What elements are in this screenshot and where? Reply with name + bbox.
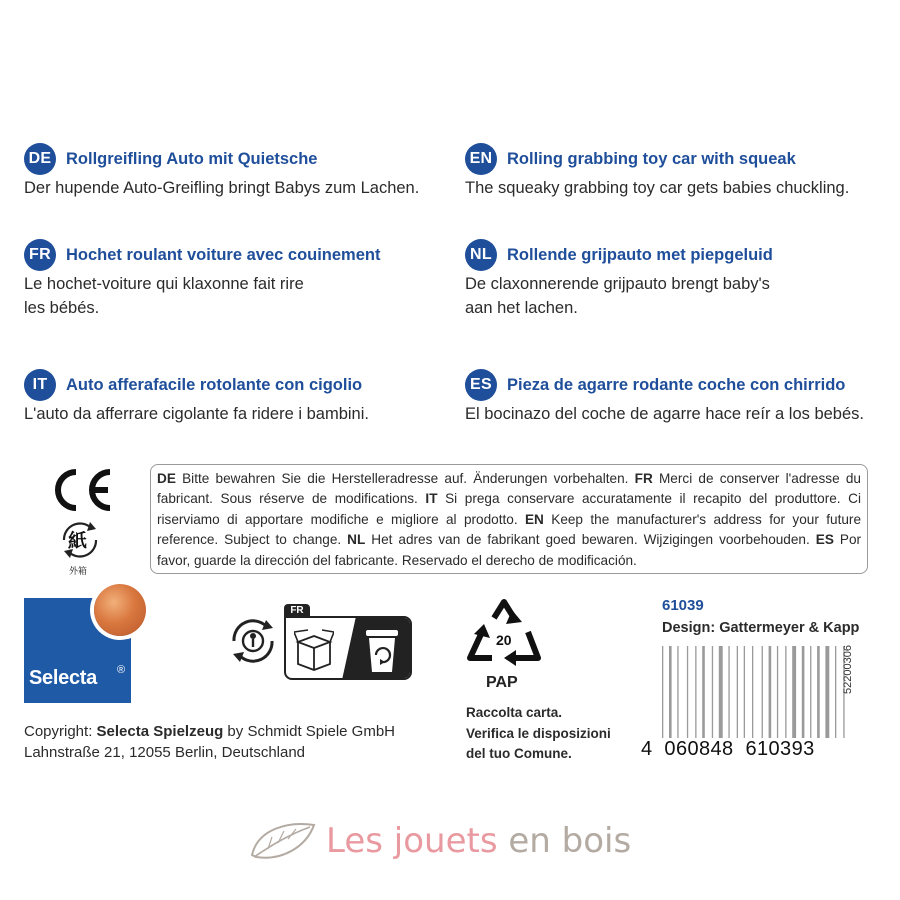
box-icon <box>294 628 334 674</box>
lang-badge-de: DE <box>24 143 56 175</box>
info-tri-country-tab: FR <box>284 604 310 618</box>
lang-description-es: El bocinazo del coche de agarre hace reír a los bebés. <box>465 405 864 423</box>
lang-block-es <box>465 370 900 426</box>
barcode-bar <box>785 646 786 738</box>
paper-disposal-note <box>466 703 611 765</box>
lang-description-de: Der hupende Auto-Greifling bringt Babys zum Lachen. <box>24 179 420 197</box>
notice-text: Keep the manufacturer's address for your future reference. Subject to change. <box>157 511 862 548</box>
lang-badge-es: ES <box>465 369 497 401</box>
watermark-part2: en bois <box>497 821 632 861</box>
side-code: 52200306 <box>842 645 854 694</box>
notice-code: NL <box>347 532 366 548</box>
watermark-part1: Les jouets <box>326 821 498 861</box>
pap-label: PAP <box>486 674 518 691</box>
notice-code: FR <box>634 471 653 486</box>
notice-text: Por favor, guarde la dirección del fabricante. Reservado el derecho de modificación. <box>157 532 862 568</box>
copyright-block <box>24 721 395 763</box>
paper-note-line: del tuo Comune. <box>466 746 572 761</box>
barcode-bar <box>810 646 811 738</box>
lang-description-nl-line: aan het lachen. <box>465 299 578 317</box>
barcode-bars-svg <box>660 646 852 738</box>
notice-code: DE <box>157 471 176 486</box>
lang-block-it <box>24 370 464 426</box>
barcode-bar <box>835 646 836 738</box>
barcode-bar <box>702 646 705 738</box>
barcode <box>660 646 852 738</box>
lang-block-en <box>465 144 900 200</box>
lang-title-es: Pieza de agarre rodante coche con chirrido <box>507 375 846 394</box>
notice-text: Het adres van de fabrikant goed bewaren. Wijzigingen voorbehouden. <box>371 532 810 548</box>
barcode-bar <box>695 646 696 738</box>
logo-ball-icon <box>94 584 146 636</box>
copyright-suffix: by Schmidt Spiele GmbH <box>223 723 395 740</box>
notice-text: Merci de conserver l'adresse du fabricant. Sous réserve de modifications. <box>157 471 861 507</box>
company-address: Lahnstraße 21, 12055 Berlin, Deutschland <box>24 744 306 761</box>
logo-wordmark: Selecta <box>29 667 97 689</box>
recycling-bin-icon <box>362 626 402 676</box>
notice-code: ES <box>815 532 834 548</box>
lang-block-de <box>24 144 464 200</box>
barcode-bar <box>728 646 729 738</box>
watermark-text <box>326 821 631 861</box>
lang-badge-fr: FR <box>24 239 56 271</box>
copyright-brand: Selecta Spielzeug <box>96 723 224 740</box>
lang-title-de: Rollgreifling Auto mit Quietsche <box>66 149 318 168</box>
notice-text: Bitte bewahren Sie die Herstelleradresse auf. Änderungen vorbehalten. <box>182 471 629 486</box>
lang-badge-it: IT <box>24 369 56 401</box>
notice-code: EN <box>524 511 544 527</box>
paper-symbol-char: 紙 <box>68 530 88 552</box>
lang-title-nl: Rollende grijpauto met piepgeluid <box>507 245 773 264</box>
manufacturer-notice-box <box>150 464 868 574</box>
barcode-bar <box>712 646 713 738</box>
leaf-icon <box>248 819 318 863</box>
barcode-bar <box>752 646 753 738</box>
selecta-logo <box>24 584 148 704</box>
design-credit: Design: Gattermeyer & Kapp <box>662 620 860 636</box>
paper-note-line: Raccolta carta. <box>466 705 563 720</box>
lang-block-nl <box>465 240 900 320</box>
lang-title-it: Auto afferafacile rotolante con cigolio <box>66 375 363 394</box>
barcode-digits: 4 060848 610393 <box>641 738 815 760</box>
copyright-prefix: Copyright: <box>24 723 97 740</box>
notice-text: Si prega conservare accuratamente il recapito del produttore. Ci riserviamo di apportare modifiche e migliore al prodotto. <box>157 491 861 527</box>
barcode-bar <box>662 646 663 738</box>
barcode-bar <box>792 646 796 738</box>
info-tri-sorting-label <box>284 604 414 682</box>
ce-mark-icon <box>46 466 116 514</box>
logo-registered: ® <box>117 664 126 676</box>
lang-description-fr-line: les bébés. <box>24 299 100 317</box>
barcode-bar <box>677 646 678 738</box>
article-number: 61039 <box>662 597 704 614</box>
barcode-bar <box>762 646 763 738</box>
barcode-bar <box>802 646 805 738</box>
lang-title-en: Rolling grabbing toy car with squeak <box>507 149 796 168</box>
lang-description-fr <box>24 272 464 320</box>
barcode-bar <box>719 646 723 738</box>
barcode-bar <box>687 646 688 738</box>
lang-badge-en: EN <box>465 143 497 175</box>
paper-note-line: Verifica le disposizioni <box>466 725 611 741</box>
barcode-bar <box>737 646 738 738</box>
barcode-bar <box>669 646 672 738</box>
lang-description-en: The squeaky grabbing toy car gets babies chuckling. <box>465 179 850 197</box>
watermark <box>248 816 631 866</box>
triman-logo-icon <box>226 614 280 668</box>
paper-symbol-caption: 外箱 <box>69 567 88 577</box>
lang-description-nl-line: De claxonnerende grijpauto brengt baby's <box>465 275 770 293</box>
notice-code: IT <box>425 491 438 507</box>
copyright-line <box>24 721 395 742</box>
barcode-bar <box>817 646 820 738</box>
barcode-bar <box>777 646 778 738</box>
lang-description-fr-line: Le hochet-voiture qui klaxonne fait rire <box>24 275 304 293</box>
barcode-bar <box>744 646 745 738</box>
lang-block-fr <box>24 240 464 320</box>
lang-description-nl <box>465 272 900 320</box>
barcode-bar <box>769 646 772 738</box>
lang-badge-nl: NL <box>465 239 497 271</box>
paper-recycling-symbol <box>56 518 104 578</box>
barcode-bar <box>825 646 829 738</box>
lang-description-it: L'auto da afferrare cigolante fa ridere i bambini. <box>24 405 369 423</box>
lang-title-fr: Hochet roulant voiture avec couinement <box>66 245 381 264</box>
pap-recycling-code: 20 <box>496 632 512 648</box>
